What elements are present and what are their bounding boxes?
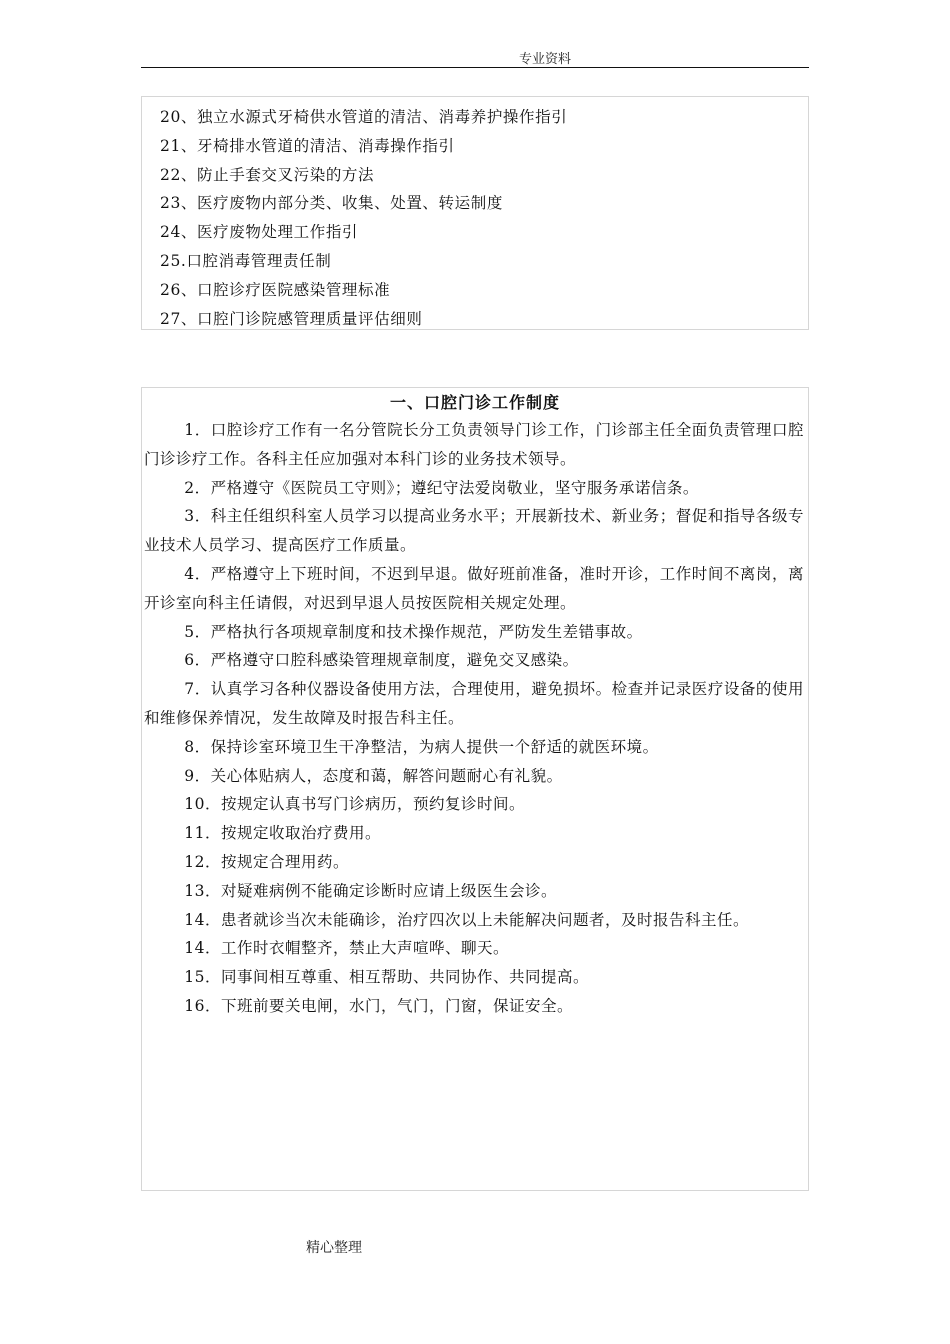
rule-item: 14．患者就诊当次未能确诊，治疗四次以上未能解决问题者，及时报告科主任。 — [184, 910, 750, 929]
rule-item: 9．关心体贴病人，态度和蔼，解答问题耐心有礼貌。 — [184, 766, 563, 785]
rule-item: 12．按规定合理用药。 — [184, 852, 350, 871]
rule-item: 16．下班前要关电闸，水门，气门，门窗，保证安全。 — [184, 996, 574, 1015]
rule-item: 13．对疑难病例不能确定诊断时应请上级医生会诊。 — [184, 881, 558, 900]
section-box — [141, 387, 809, 1191]
rule-item: 3．科主任组织科室人员学习以提高业务水平；开展新技术、新业务；督促和指导各级专业技术人员学习、提高医疗工作质量。 — [144, 507, 804, 555]
rule-item: 14．工作时衣帽整齐，禁止大声喧哗、聊天。 — [184, 939, 510, 958]
rule-item: 6．严格遵守口腔科感染管理规章制度，避免交叉感染。 — [184, 651, 579, 670]
rule-item: 1．口腔诊疗工作有一名分管院长分工负责领导门诊工作，门诊部主任全面负责管理口腔门诊诊疗工作。各科主任应加强对本科门诊的业务技术领导。 — [144, 421, 804, 468]
rule-item: 15．同事间相互尊重、相互帮助、共同协作、共同提高。 — [184, 968, 590, 987]
rule-item: 2．严格遵守《医院员工守则》；遵纪守法爱岗敬业，坚守服务承诺信条。 — [184, 478, 699, 497]
rule-item: 5．严格执行各项规章制度和技术操作规范，严防发生差错事故。 — [184, 622, 643, 641]
toc-item: 20、独立水源式牙椅供水管道的清洁、消毒养护操作指引 — [160, 108, 568, 126]
rule-item: 10．按规定认真书写门诊病历，预约复诊时间。 — [184, 795, 526, 814]
toc-item: 27、口腔门诊院感管理质量评估细则 — [160, 309, 423, 328]
toc-item: 21、牙椅排水管道的清洁、消毒操作指引 — [160, 136, 455, 155]
toc-item: 25.口腔消毒管理责任制 — [160, 251, 332, 270]
toc-item: 26、口腔诊疗医院感染管理标准 — [160, 280, 391, 299]
page-footer: 精心整理 — [306, 1240, 362, 1256]
toc-item: 23、医疗废物内部分类、收集、处置、转运制度 — [160, 194, 503, 213]
rule-item: 8．保持诊室环境卫生干净整洁，为病人提供一个舒适的就医环境。 — [184, 737, 659, 756]
rule-item: 11．按规定收取治疗费用。 — [184, 824, 382, 843]
toc-list — [142, 97, 808, 333]
page-header: 专业资料 — [518, 52, 571, 67]
rule-item: 7．认真学习各种仪器设备使用方法，合理使用，避免损坏。检查并记录医疗设备的使用和维修保养情况，发生故障及时报告科主任。 — [144, 680, 804, 727]
rules-list — [142, 416, 808, 1021]
section-title: 一、口腔门诊工作制度 — [389, 393, 560, 412]
toc-box — [141, 96, 809, 330]
rule-item: 4．严格遵守上下班时间，不迟到早退。做好班前准备，准时开诊，工作时间不离岗，离开诊室向科主任请假，对迟到早退人员按医院相关规定处理。 — [144, 564, 804, 612]
toc-item: 22、防止手套交叉污染的方法 — [160, 165, 375, 184]
header-divider — [141, 67, 809, 68]
toc-item: 24、医疗废物处理工作指引 — [160, 223, 359, 242]
